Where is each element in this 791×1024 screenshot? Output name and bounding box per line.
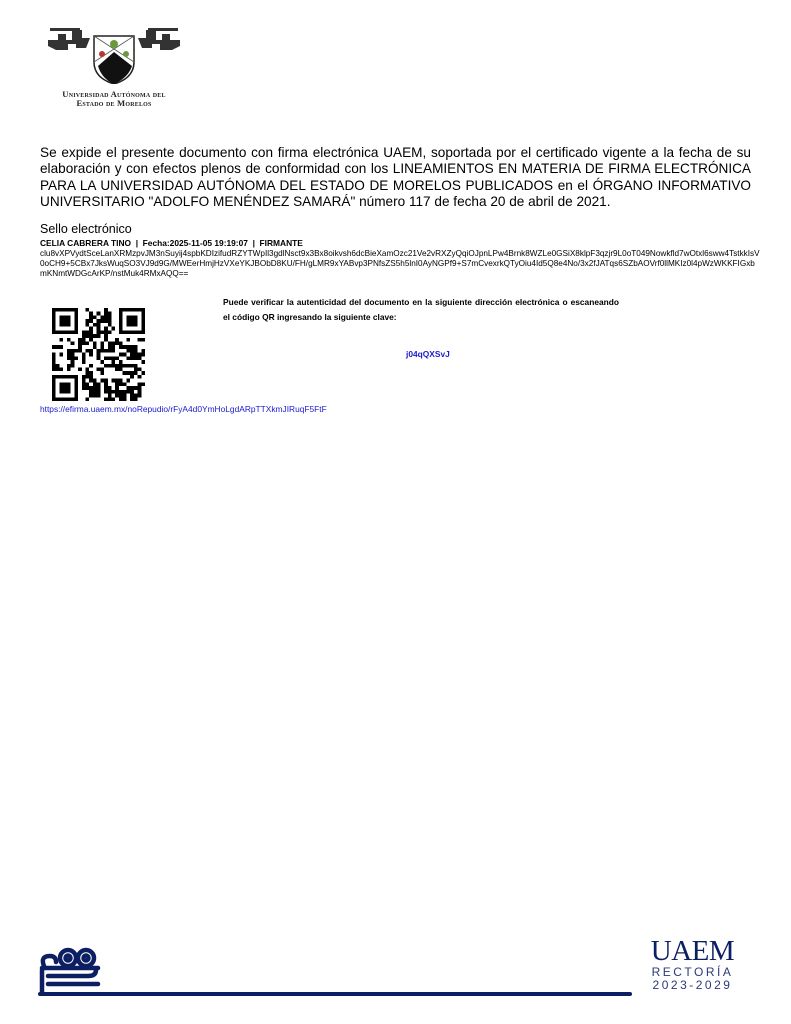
uaem-brand: UAEM	[650, 935, 735, 967]
electronic-seal-hash: clu8vXPVydtSceLanXRMzpvJM3nSuyij4spbKDIzifudRZYTWpIl3gdlNsct9x3Bx8oikvsh6dcBieXamOzc21Ve2vRXZyQqiOJpnLPw4Brnk8WZLe0GSiX8klpF3qzjr9L0oT049Nowkfld7wOtxl6sww4TstkkIsV0oCH9+5CBx7JksWuqSO3VJ9d9G/MWEerHmjHzVXeYKJBObD8KU/FH/gLMR9xYABvp3PNfsZS5h5lnI0AyNGPf9+S7mCvexrkQTyOiu4Id5Q8e4No/3x2fJATqs6SZbAOVrf0llMKIz0l4pWzWKKFIGxbmKNmtWDGcArKP/nstMuk4RMxAQQ==	[40, 249, 760, 279]
verification-key: j04qQXSvJ	[406, 349, 450, 359]
verification-url-link[interactable]: https://efirma.uaem.mx/noRepudio/rFyA4d0YmHoLgdARpTTXkmJIRuqF5FtF	[40, 404, 327, 414]
footer-glyph-logo-icon	[38, 940, 118, 996]
verification-instructions: Puede verificar la autenticidad del documento en la siguiente dirección electrónica o escaneando el código QR ingresando la siguiente clave:	[223, 297, 619, 322]
rectoria-period: 2023-2029	[652, 978, 733, 992]
footer-divider-line	[38, 992, 632, 996]
university-name-line1: Universidad Autónoma del	[62, 89, 166, 99]
qr-modules	[52, 308, 145, 401]
qr-code	[52, 308, 145, 401]
signer-line: CELIA CABRERA TINO | Fecha:2025-11-05 19:19:07 | FIRMANTE	[40, 238, 303, 248]
university-name-line2: Estado de Morelos	[76, 98, 152, 108]
rectoria-label: RECTORÍA	[651, 965, 734, 979]
university-crest-icon	[44, 22, 184, 84]
university-logo	[44, 22, 184, 108]
seal-title: Sello electrónico	[40, 222, 132, 236]
legal-paragraph: Se expide el presente documento con firma electrónica UAEM, soportada por el certificado vigente a la fecha de su elaboración y con efectos plenos de conformidad con los LINEAMIENTOS EN MATERIA DE FIRMA ELECTRÓNICA PARA LA UNIVERSIDAD AUTÓNOMA DEL ESTADO DE MORELOS PUBLICADOS en el ÓRGANO INFORMATIVO UNIVERSITARIO "ADOLFO MENÉNDEZ SAMARÁ" número 117 de fecha 20 de abril de 2021.	[40, 145, 751, 210]
uaem-rectoria-logo	[650, 936, 735, 992]
